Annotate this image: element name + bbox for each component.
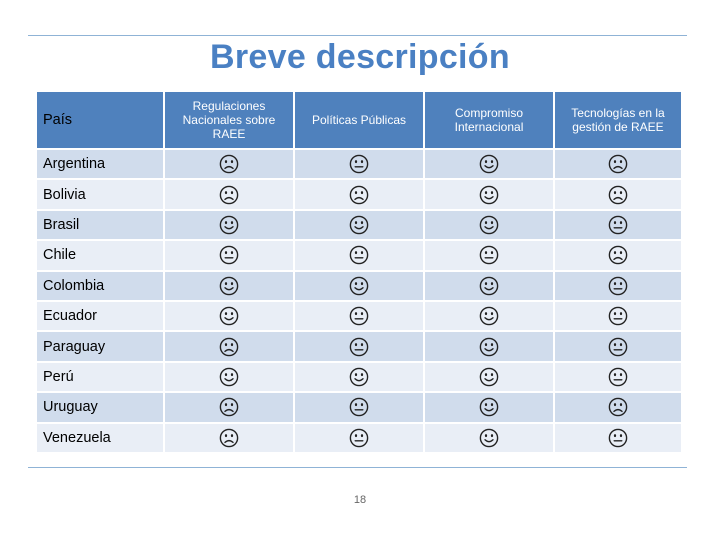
happy-face-icon	[479, 337, 499, 357]
happy-face-icon	[349, 367, 369, 387]
rating-cell	[425, 241, 555, 271]
ratings-table	[37, 92, 683, 454]
table-row	[37, 211, 683, 241]
neutral-face-icon	[608, 215, 628, 235]
sad-face-icon	[219, 337, 239, 357]
happy-face-icon	[479, 367, 499, 387]
header-politicas: Políticas Públicas	[295, 92, 425, 150]
rating-cell	[295, 363, 425, 393]
happy-face-icon	[219, 215, 239, 235]
header-pais: País	[37, 92, 165, 150]
table-row	[37, 332, 683, 362]
sad-face-icon	[219, 428, 239, 448]
table-row	[37, 272, 683, 302]
rating-cell	[295, 180, 425, 210]
rating-cell	[425, 363, 555, 393]
neutral-face-icon	[608, 276, 628, 296]
rating-cell	[295, 393, 425, 423]
rating-cell	[425, 393, 555, 423]
header-compromiso: Compromiso Internacional	[425, 92, 555, 150]
happy-face-icon	[219, 306, 239, 326]
rating-cell	[295, 211, 425, 241]
rating-cell	[165, 211, 295, 241]
rating-cell	[165, 150, 295, 180]
country-name: Uruguay	[37, 393, 165, 423]
country-name: Chile	[37, 241, 165, 271]
rating-cell	[555, 241, 683, 271]
rating-cell	[165, 363, 295, 393]
rating-cell	[295, 424, 425, 454]
slide-title: Breve descripción	[210, 38, 510, 76]
rating-cell	[295, 332, 425, 362]
rating-cell	[295, 302, 425, 332]
neutral-face-icon	[349, 397, 369, 417]
neutral-face-icon	[349, 428, 369, 448]
rating-cell	[295, 272, 425, 302]
neutral-face-icon	[219, 245, 239, 265]
country-name: Brasil	[37, 211, 165, 241]
rating-cell	[555, 150, 683, 180]
rating-cell	[425, 180, 555, 210]
neutral-face-icon	[608, 306, 628, 326]
neutral-face-icon	[349, 306, 369, 326]
rating-cell	[555, 211, 683, 241]
neutral-face-icon	[479, 245, 499, 265]
rating-cell	[555, 272, 683, 302]
table-row	[37, 180, 683, 210]
rating-cell	[165, 393, 295, 423]
rating-cell	[555, 180, 683, 210]
rating-cell	[295, 241, 425, 271]
happy-face-icon	[479, 276, 499, 296]
rating-cell	[165, 241, 295, 271]
country-name: Colombia	[37, 272, 165, 302]
bottom-rule	[28, 467, 687, 468]
rating-cell	[555, 424, 683, 454]
rating-cell	[555, 363, 683, 393]
country-name: Ecuador	[37, 302, 165, 332]
happy-face-icon	[479, 397, 499, 417]
rating-cell	[165, 332, 295, 362]
country-name: Venezuela	[37, 424, 165, 454]
neutral-face-icon	[349, 337, 369, 357]
country-name: Argentina	[37, 150, 165, 180]
happy-face-icon	[479, 215, 499, 235]
happy-face-icon	[479, 428, 499, 448]
table-row	[37, 393, 683, 423]
rating-cell	[425, 150, 555, 180]
neutral-face-icon	[349, 154, 369, 174]
country-name: Paraguay	[37, 332, 165, 362]
rating-cell	[555, 302, 683, 332]
sad-face-icon	[219, 185, 239, 205]
sad-face-icon	[608, 185, 628, 205]
table-body	[37, 150, 683, 454]
rating-cell	[165, 302, 295, 332]
rating-cell	[425, 302, 555, 332]
top-rule	[28, 35, 687, 36]
sad-face-icon	[608, 245, 628, 265]
happy-face-icon	[479, 185, 499, 205]
table-row	[37, 363, 683, 393]
rating-cell	[425, 332, 555, 362]
country-name: Bolivia	[37, 180, 165, 210]
table-header-row	[37, 92, 683, 150]
table-row	[37, 424, 683, 454]
table-row	[37, 241, 683, 271]
neutral-face-icon	[608, 337, 628, 357]
table-row	[37, 150, 683, 180]
happy-face-icon	[479, 154, 499, 174]
table-row	[37, 302, 683, 332]
happy-face-icon	[479, 306, 499, 326]
happy-face-icon	[349, 215, 369, 235]
rating-cell	[165, 272, 295, 302]
page-number: 18	[353, 494, 367, 506]
header-regulaciones: Regulaciones Nacionales sobre RAEE	[165, 92, 295, 150]
sad-face-icon	[608, 397, 628, 417]
rating-cell	[295, 150, 425, 180]
rating-cell	[555, 332, 683, 362]
rating-cell	[165, 424, 295, 454]
rating-cell	[165, 180, 295, 210]
header-tecnologias: Tecnologías en la gestión de RAEE	[555, 92, 683, 150]
happy-face-icon	[219, 276, 239, 296]
sad-face-icon	[608, 154, 628, 174]
neutral-face-icon	[608, 428, 628, 448]
neutral-face-icon	[349, 245, 369, 265]
happy-face-icon	[219, 367, 239, 387]
neutral-face-icon	[608, 367, 628, 387]
happy-face-icon	[349, 276, 369, 296]
sad-face-icon	[349, 185, 369, 205]
sad-face-icon	[219, 397, 239, 417]
rating-cell	[555, 393, 683, 423]
country-name: Perú	[37, 363, 165, 393]
rating-cell	[425, 211, 555, 241]
rating-cell	[425, 424, 555, 454]
sad-face-icon	[219, 154, 239, 174]
rating-cell	[425, 272, 555, 302]
